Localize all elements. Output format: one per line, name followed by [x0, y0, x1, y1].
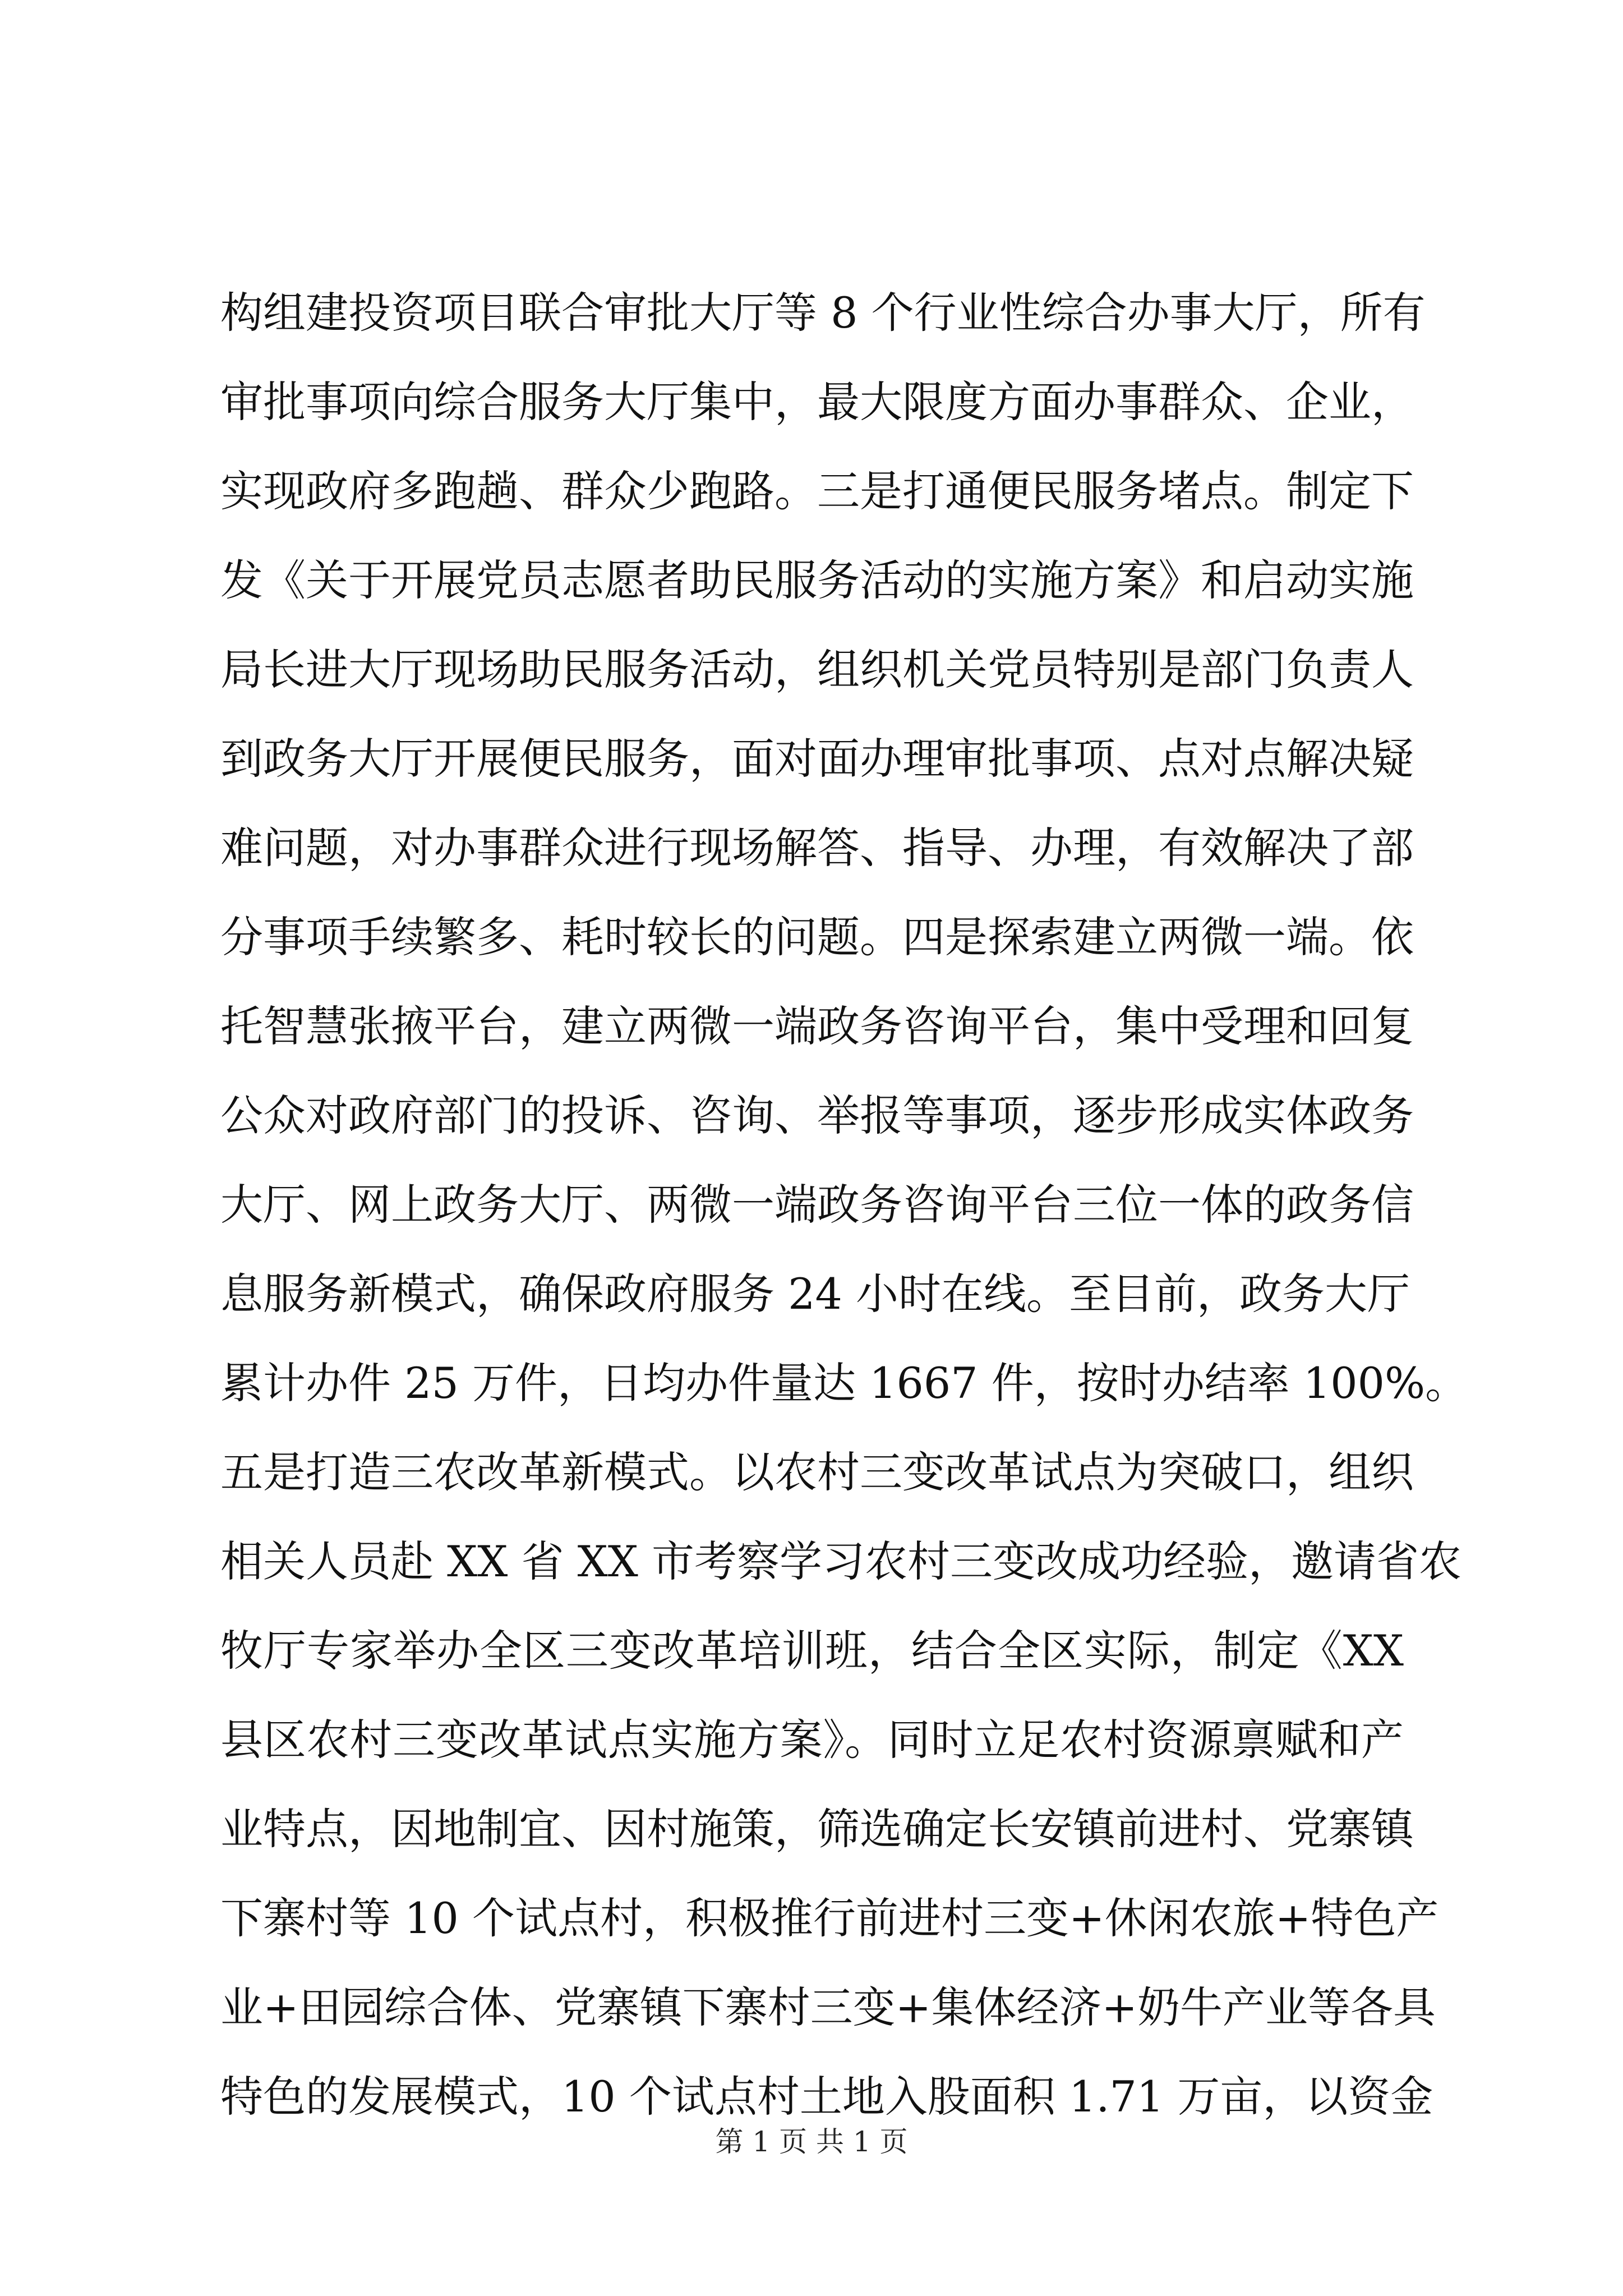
text-line: 业+田园综合体、党寨镇下寨村三变+集体经济+奶牛产业等各具 [220, 1982, 1436, 2032]
text-line: 分事项手续繁多、耗时较长的问题。四是探索建立两微一端。依 [220, 912, 1414, 962]
text-line: 县区农村三变改革试点实施方案》。同时立足农村资源禀赋和产 [220, 1715, 1404, 1765]
text-line: 息服务新模式，确保政府服务 24 小时在线。至目前，政务大厅 [220, 1269, 1410, 1319]
text-line: 到政务大厅开展便民服务，面对面办理审批事项、点对点解决疑 [220, 734, 1414, 784]
text-line: 审批事项向综合服务大厅集中，最大限度方面办事群众、企业， [220, 377, 1414, 427]
body-text [220, 268, 1468, 2141]
text-line: 实现政府多跑趟、群众少跑路。三是打通便民服务堵点。制定下 [220, 466, 1414, 516]
text-line: 局长进大厅现场助民服务活动，组织机关党员特别是部门负责人 [220, 645, 1414, 694]
page-footer: 第 1 页 共 1 页 [715, 2125, 908, 2158]
text-line: 托智慧张掖平台，建立两微一端政务咨询平台，集中受理和回复 [220, 1001, 1414, 1051]
text-line: 大厅、网上政务大厅、两微一端政务咨询平台三位一体的政务信 [220, 1180, 1414, 1230]
text-line: 难问题，对办事群众进行现场解答、指导、办理，有效解决了部 [220, 823, 1414, 873]
text-line: 累计办件 25 万件，日均办件量达 1667 件，按时办结率 100%。 [220, 1358, 1468, 1408]
text-line: 公众对政府部门的投诉、咨询、举报等事项，逐步形成实体政务 [220, 1091, 1414, 1140]
text-line: 发《关于开展党员志愿者助民服务活动的实施方案》和启动实施 [220, 555, 1414, 605]
text-line: 相关人员赴 XX 省 XX 市考察学习农村三变改成功经验，邀请省农 [220, 1536, 1462, 1586]
text-line: 业特点，因地制宜、因村施策，筛选确定长安镇前进村、党寨镇 [220, 1804, 1414, 1854]
text-line: 下寨村等 10 个试点村，积极推行前进村三变+休闲农旅+特色产 [220, 1893, 1439, 1943]
text-line: 五是打造三农改革新模式。以农村三变改革试点为突破口，组织 [220, 1447, 1414, 1497]
text-line: 特色的发展模式，10 个试点村土地入股面积 1.71 万亩，以资金 [220, 2072, 1433, 2122]
text-line: 构组建投资项目联合审批大厅等 8 个行业性综合办事大厅，所有 [220, 288, 1426, 338]
text-line: 牧厅专家举办全区三变改革培训班，结合全区实际，制定《XX [220, 1626, 1404, 1676]
